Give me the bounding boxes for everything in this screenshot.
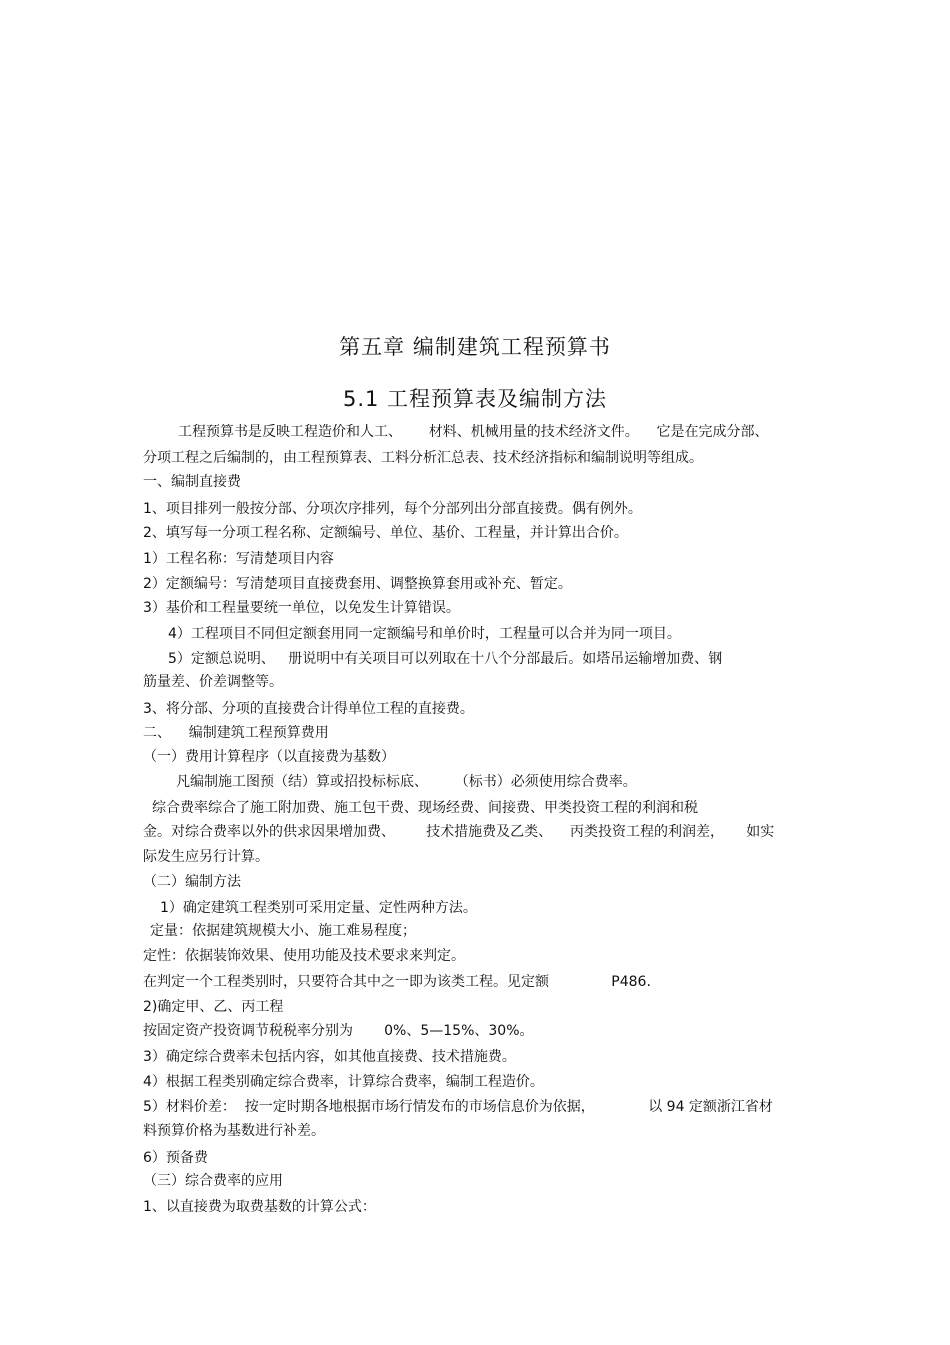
subheading-line: （一）费用计算程序（以直接费为基数） (143, 749, 395, 765)
body-line: 2、填写每一分项工程名称、定额编号、单位、基价、工程量，并计算出合价。 (143, 525, 628, 541)
body-line: 在判定一个工程类别时，只要符合其中之一即为该类工程。见定额 P486. (143, 974, 651, 990)
body-line: 3）确定综合费率未包括内容，如其他直接费、技术措施费。 (143, 1049, 516, 1065)
body-line: 综合费率综合了施工附加费、施工包干费、现场经费、间接费、甲类投资工程的利润和税 (152, 800, 698, 816)
body-line: 1、以直接费为取费基数的计算公式： (143, 1199, 376, 1215)
body-line: 定性：依据装饰效果、使用功能及技术要求来判定。 (143, 948, 465, 964)
body-line: 际发生应另行计算。 (143, 849, 269, 865)
body-line: 按固定资产投资调节税税率分别为 0%、5—15%、30%。 (143, 1023, 534, 1039)
body-line: 1）确定建筑工程类别可采用定量、定性两种方法。 (160, 900, 477, 916)
body-line: 筋量差、价差调整等。 (143, 674, 283, 690)
heading-line: 一、编制直接费 (143, 474, 241, 490)
section-title: 5.1 工程预算表及编制方法 (342, 387, 608, 411)
body-line: 料预算价格为基数进行补差。 (143, 1123, 325, 1139)
body-line: 工程预算书是反映工程造价和人工、 材料、机械用量的技术经济文件。 它是在完成分部、 (178, 424, 769, 440)
subheading-line: （三）综合费率的应用 (143, 1173, 283, 1189)
body-line: 定量：依据建筑规模大小、施工难易程度； (150, 923, 416, 939)
subheading-line: （二）编制方法 (143, 874, 241, 890)
body-line: 2)确定甲、乙、丙工程 (143, 999, 284, 1015)
body-line: 3）基价和工程量要统一单位，以免发生计算错误。 (143, 600, 460, 616)
body-line: 4）工程项目不同但定额套用同一定额编号和单价时，工程量可以合并为同一项目。 (168, 626, 681, 642)
body-line: 2）定额编号：写清楚项目直接费套用、调整换算套用或补充、暂定。 (143, 576, 572, 592)
body-line: 3、将分部、分项的直接费合计得单位工程的直接费。 (143, 701, 474, 717)
body-line: 5）材料价差： 按一定时期各地根据市场行情发布的市场信息价为依据， 以 94 定额浙江省材 (143, 1099, 773, 1115)
chapter-title: 第五章 编制建筑工程预算书 (339, 335, 611, 359)
body-line: 1）工程名称：写清楚项目内容 (143, 551, 334, 567)
heading-line: 二、 编制建筑工程预算费用 (143, 725, 329, 741)
body-line: 分项工程之后编制的，由工程预算表、工料分析汇总表、技术经济指标和编制说明等组成。 (143, 450, 703, 466)
body-line: 5）定额总说明、 册说明中有关项目可以列取在十八个分部最后。如塔吊运输增加费、钢 (168, 651, 723, 667)
body-line: 4）根据工程类别确定综合费率，计算综合费率，编制工程造价。 (143, 1074, 544, 1090)
body-line: 凡编制施工图预（结）算或招投标标底、 （标书）必须使用综合费率。 (176, 774, 637, 790)
body-line: 金。对综合费率以外的供求因果增加费、 技术措施费及乙类、 丙类投资工程的利润差， 如实 (143, 824, 775, 840)
body-line: 1、项目排列一般按分部、分项次序排列，每个分部列出分部直接费。偶有例外。 (143, 501, 642, 517)
body-line: 6）预备费 (143, 1150, 208, 1166)
